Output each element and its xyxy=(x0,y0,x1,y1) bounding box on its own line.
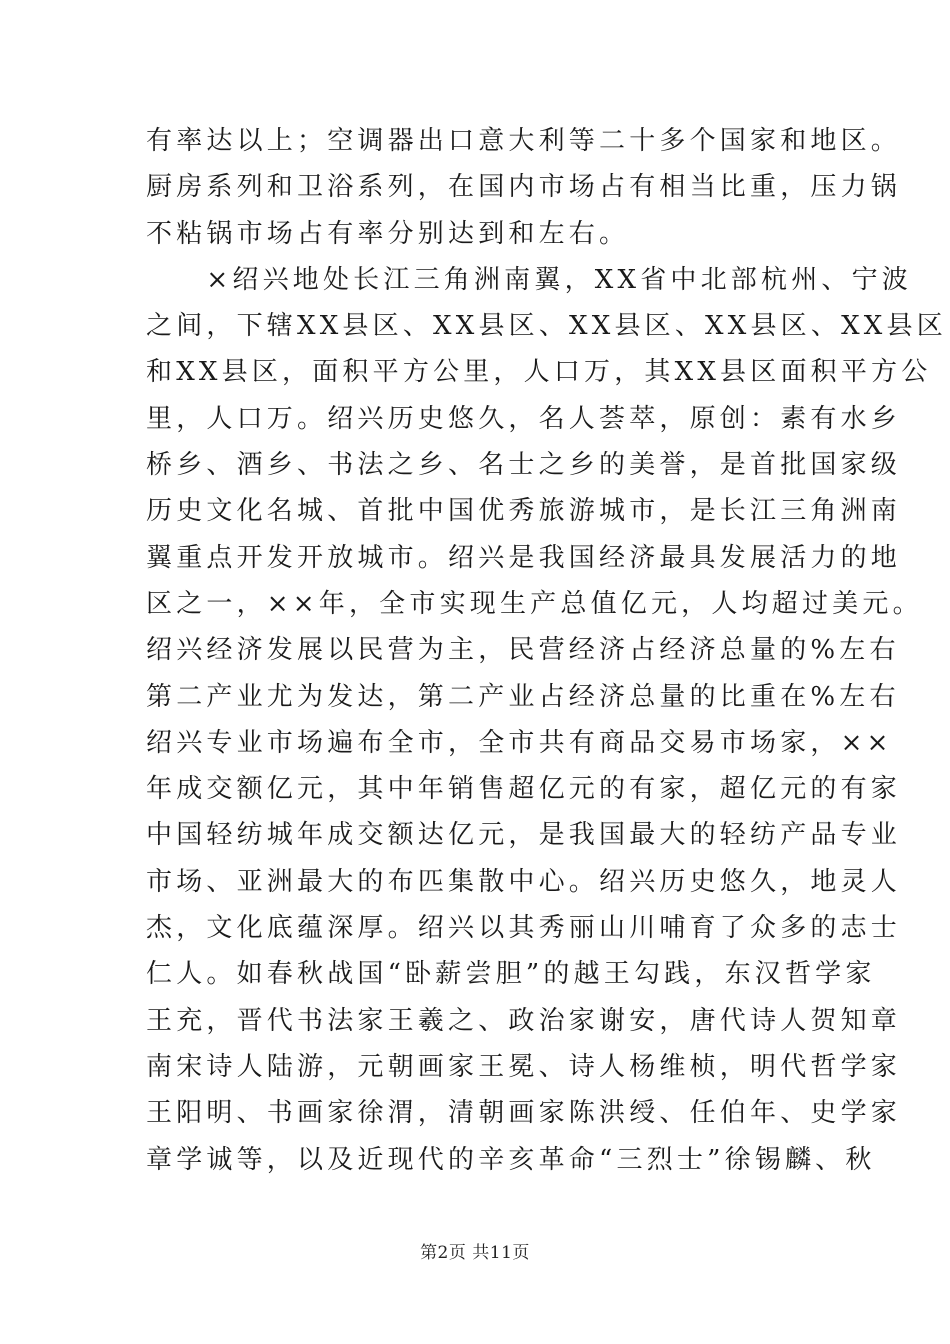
text-line: 市场、亚洲最大的布匹集散中心。绍兴历史悠久，地灵人 xyxy=(146,866,902,897)
text-line: 第二产业尤为发达，第二产业占经济总量的比重在%左右 xyxy=(146,681,900,712)
page-number-footer: 第2页 共11页 xyxy=(420,1243,530,1263)
text-line: ×绍兴地处长江三角洲南翼，XX省中北部杭州、宁波 xyxy=(146,264,913,295)
text-line: 杰，文化底蕴深厚。绍兴以其秀丽山川哺育了众多的志士 xyxy=(146,913,902,944)
text-line: 区之一，××年，全市实现生产总值亿元，人均超过美元。 xyxy=(146,588,923,619)
text-line: 章学诚等，以及近现代的辛亥革命“三烈士”徐锡麟、秋 xyxy=(146,1144,876,1175)
text-line: 桥乡、酒乡、书法之乡、名士之乡的美誉，是首批国家级 xyxy=(146,450,902,481)
text-line: 王充，晋代书法家王羲之、政治家谢安，唐代诗人贺知章 xyxy=(146,1005,902,1036)
text-line: 中国轻纺城年成交额达亿元，是我国最大的轻纺产品专业 xyxy=(146,820,902,851)
body-text xyxy=(146,118,947,1183)
text-line: 年成交额亿元，其中年销售超亿元的有家，超亿元的有家 xyxy=(146,774,902,805)
text-line: 绍兴专业市场遍布全市，全市共有商品交易市场家，×× xyxy=(146,727,893,758)
text-line: 南宋诗人陆游，元朝画家王冕、诗人杨维桢，明代哲学家 xyxy=(146,1051,902,1082)
text-line: 有率达以上；空调器出口意大利等二十多个国家和地区。 xyxy=(146,126,902,156)
text-line: 里，人口万。绍兴历史悠久，名人荟萃，原创：素有水乡 xyxy=(146,403,902,434)
text-line: 和XX县区，面积平方公里，人口万，其XX县区面积平方公 xyxy=(146,357,932,388)
text-line: 绍兴经济发展以民营为主，民营经济占经济总量的%左右 xyxy=(146,635,900,666)
text-line: 不粘锅市场占有率分别达到和左右。 xyxy=(146,218,630,249)
text-line: 翼重点开发开放城市。绍兴是我国经济最具发展活力的地 xyxy=(146,542,902,573)
text-line: 历史文化名城、首批中国优秀旅游城市，是长江三角洲南 xyxy=(146,496,902,527)
text-line: 仁人。如春秋战国“卧薪尝胆”的越王勾践，东汉哲学家 xyxy=(146,959,876,990)
text-line: 王阳明、书画家徐渭，清朝画家陈洪绶、任伯年、史学家 xyxy=(146,1098,902,1129)
text-line: 之间，下辖XX县区、XX县区、XX县区、XX县区、XX县区 xyxy=(146,311,947,342)
text-line: 厨房系列和卫浴系列，在国内市场占有相当比重，压力锅 xyxy=(146,172,902,203)
